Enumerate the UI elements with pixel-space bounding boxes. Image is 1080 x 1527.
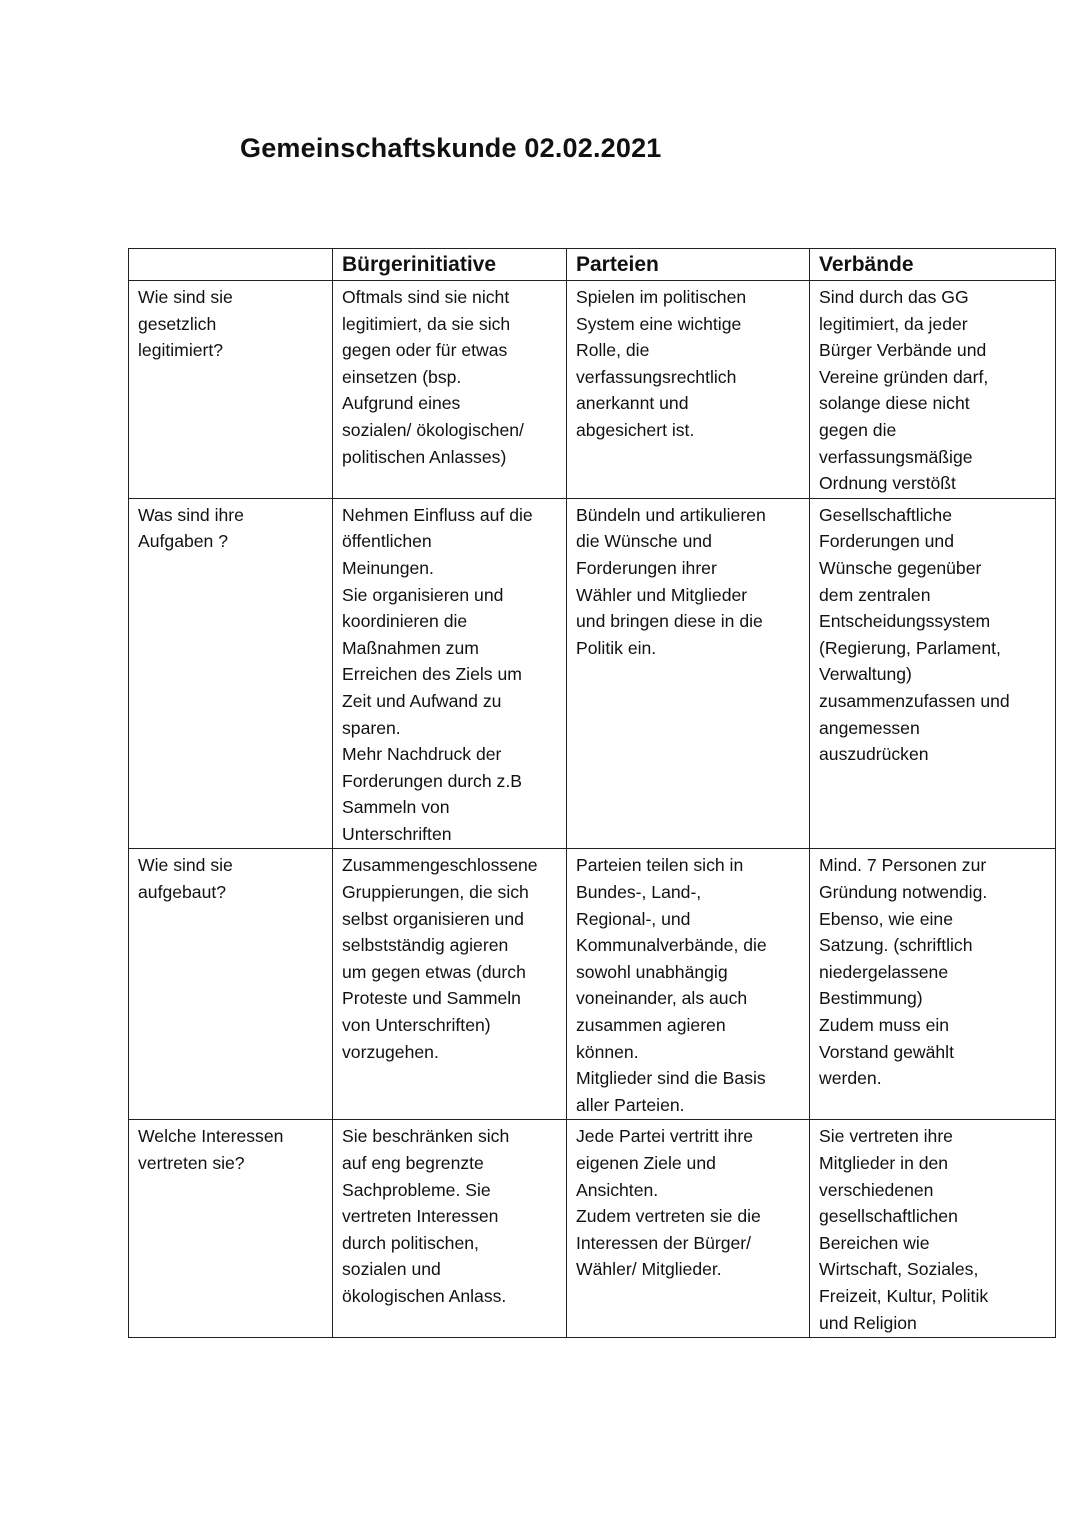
cell-verbaende: Mind. 7 Personen zur Gründung notwendig. Ebenso, wie eine Satzung. (schriftlich niedergelassene Bestimmung) Zudem muss ein Vorstand gewählt werden. — [810, 849, 1056, 1120]
document-title: Gemeinschaftskunde 02.02.2021 — [240, 133, 662, 163]
header-corner-cell — [129, 249, 333, 281]
cell-parteien: Jede Partei vertritt ihre eigenen Ziele und Ansichten. Zudem vertreten sie die Interessen der Bürger/ Wähler/ Mitglieder. — [567, 1120, 810, 1338]
header-buergerinitiative: Bürgerinitiative — [333, 249, 567, 281]
cell-verbaende: Gesellschaftliche Forderungen und Wünsche gegenüber dem zentralen Entscheidungssystem (Regierung, Parlament, Verwaltung) zusammenzufassen und angemessen auszudrücken — [810, 498, 1056, 849]
cell-buergerinitiative: Oftmals sind sie nicht legitimiert, da sie sich gegen oder für etwas einsetzen (bsp. Aufgrund eines sozialen/ ökologischen/ politischen Anlasses) — [333, 281, 567, 499]
header-verbaende: Verbände — [810, 249, 1056, 281]
row-question: Welche Interessen vertreten sie? — [129, 1120, 333, 1338]
row-question: Wie sind sie aufgebaut? — [129, 849, 333, 1120]
cell-verbaende: Sie vertreten ihre Mitglieder in den verschiedenen gesellschaftlichen Bereichen wie Wirtschaft, Soziales, Freizeit, Kultur, Politik und Religion — [810, 1120, 1056, 1338]
cell-verbaende: Sind durch das GG legitimiert, da jeder Bürger Verbände und Vereine gründen darf, solange diese nicht gegen die verfassungsmäßige Ordnung verstößt — [810, 281, 1056, 499]
cell-buergerinitiative: Nehmen Einfluss auf die öffentlichen Meinungen. Sie organisieren und koordinieren die Maßnahmen zum Erreichen des Ziels um Zeit und Aufwand zu sparen. Mehr Nachdruck der Forderungen durch z.B Sammeln von Unterschriften — [333, 498, 567, 849]
table-header-row — [129, 249, 1056, 281]
row-question: Was sind ihre Aufgaben ? — [129, 498, 333, 849]
row-question: Wie sind sie gesetzlich legitimiert? — [129, 281, 333, 499]
table-row — [129, 498, 1056, 849]
cell-buergerinitiative: Sie beschränken sich auf eng begrenzte Sachprobleme. Sie vertreten Interessen durch politischen, sozialen und ökologischen Anlass. — [333, 1120, 567, 1338]
table-row — [129, 281, 1056, 499]
cell-parteien: Spielen im politischen System eine wichtige Rolle, die verfassungsrechtlich anerkannt und abgesichert ist. — [567, 281, 810, 499]
cell-parteien: Parteien teilen sich in Bundes-, Land-, Regional-, und Kommunalverbände, die sowohl unabhängig voneinander, als auch zusammen agieren können. Mitglieder sind die Basis aller Parteien. — [567, 849, 810, 1120]
table-row — [129, 1120, 1056, 1338]
table-row — [129, 849, 1056, 1120]
header-parteien: Parteien — [567, 249, 810, 281]
cell-buergerinitiative: Zusammengeschlossene Gruppierungen, die sich selbst organisieren und selbstständig agieren um gegen etwas (durch Proteste und Sammeln von Unterschriften) vorzugehen. — [333, 849, 567, 1120]
cell-parteien: Bündeln und artikulieren die Wünsche und Forderungen ihrer Wähler und Mitglieder und bringen diese in die Politik ein. — [567, 498, 810, 849]
comparison-table — [128, 248, 1056, 1338]
